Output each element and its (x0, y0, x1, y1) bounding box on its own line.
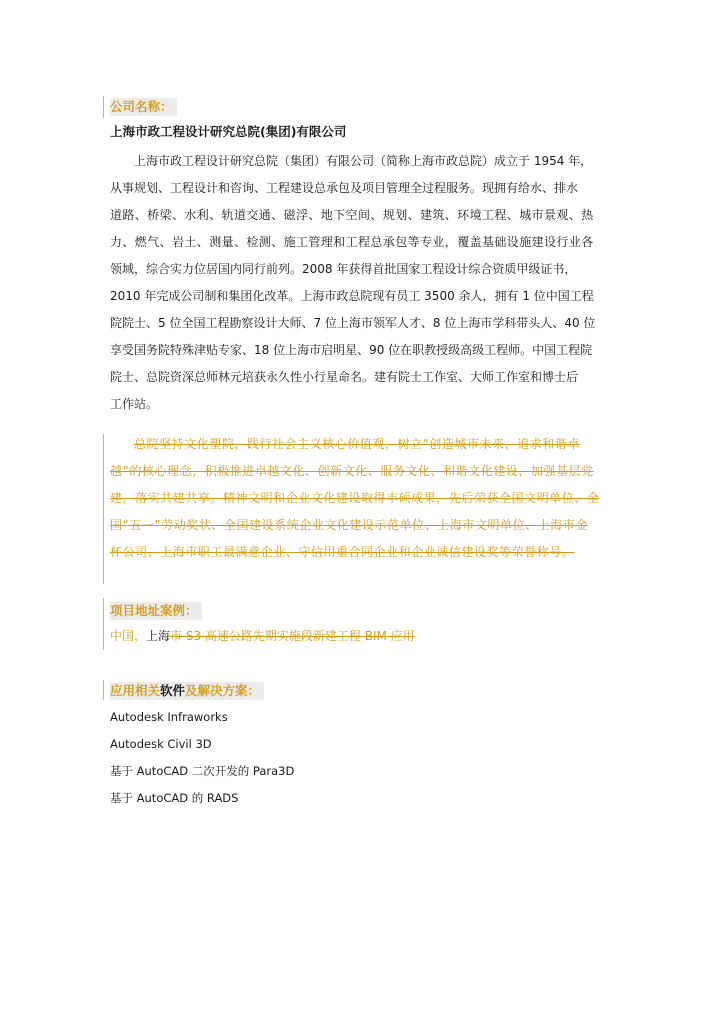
paragraph-line: 国“五一”劳动奖状、全国建设系统企业文化建设示范单位、上海市文明单位、上海市金 (110, 518, 588, 532)
paragraph-line: 院院士、5 位全国工程勘察设计大师、7 位上海市领军人才、8 位上海市学科带头人、40 位 (110, 316, 596, 330)
company-name: 上海市政工程设计研究总院(集团)有限公司 (110, 124, 347, 139)
software-label (110, 682, 264, 700)
address-country: 中国， (110, 629, 147, 643)
project-label: 项目地址案例： (110, 602, 202, 620)
revision-bar (103, 434, 104, 584)
company-label: 公司名称： (110, 98, 177, 116)
paragraph-line: 享受国务院特殊津贴专家、18 位上海市启明星、90 位在职教授级高级工程师。中国工程院 (110, 343, 593, 357)
paragraph-line: 力、燃气、岩土、测量、检测、施工管理和工程总承包等专业，覆盖基础设施建设行业各 (110, 235, 594, 249)
revision-bar (103, 96, 104, 118)
paragraph-line: 工作站。 (110, 397, 159, 411)
software-label-part: 软件 (160, 683, 186, 698)
paragraph-line: 领域，综合实力位居国内同行前列。2008 年获得首批国家工程设计综合资质甲级证书， (110, 262, 577, 276)
paragraph-line: 道路、桥梁、水利、轨道交通、磁浮、地下空间、规划、建筑、环境工程、城市景观、热 (110, 208, 594, 222)
paragraph-line: 从事规划、工程设计和咨询、工程建设总承包及项目管理全过程服务。现拥有给水、排水 (110, 181, 579, 195)
software-item: Autodesk Civil 3D (110, 737, 212, 751)
paragraph-line: 建，落实共建共享。精神文明和企业文化建设取得丰硕成果，先后荣获全国文明单位、全 (110, 491, 600, 505)
paragraph-line: 院士、总院资深总师林元培获永久性小行星命名。建有院士工作室、大师工作室和博士后 (110, 370, 579, 384)
paragraph-line: 越”的核心理念，积极推进卓越文化、创新文化、服务文化、和谐文化建设，加强基层党 (110, 464, 594, 478)
address-project-deleted: 市 S3 高速公路先期实施段新建工程 BIM 应用 (170, 629, 415, 643)
address-city: 上海 (146, 629, 171, 643)
revision-bar (103, 680, 104, 700)
revision-bar (103, 598, 104, 650)
paragraph-line: 上海市政工程设计研究总院（集团）有限公司（简称上海市政总院）成立于 1954 年， (134, 154, 593, 168)
project-address (110, 628, 415, 644)
paragraph-line: 总院坚持文化塑院，践行社会主义核心价值观，树立“创造城市未来，追求和谐卓 (134, 437, 581, 451)
software-label-part: 应用相关 (110, 683, 161, 698)
software-item: 基于 AutoCAD 二次开发的 Para3D (110, 764, 295, 778)
paragraph-line: 杯公司、上海市职工最满意企业、守信用重合同企业和企业诚信建设奖等荣誉称号。 (110, 545, 575, 559)
software-item: 基于 AutoCAD 的 RADS (110, 791, 239, 805)
software-item: Autodesk Infraworks (110, 710, 228, 724)
paragraph-line: 2010 年完成公司制和集团化改革。上海市政总院现有员工 3500 余人，拥有 1 位中国工程 (110, 289, 594, 303)
software-label-part: 及解决方案： (185, 683, 261, 698)
